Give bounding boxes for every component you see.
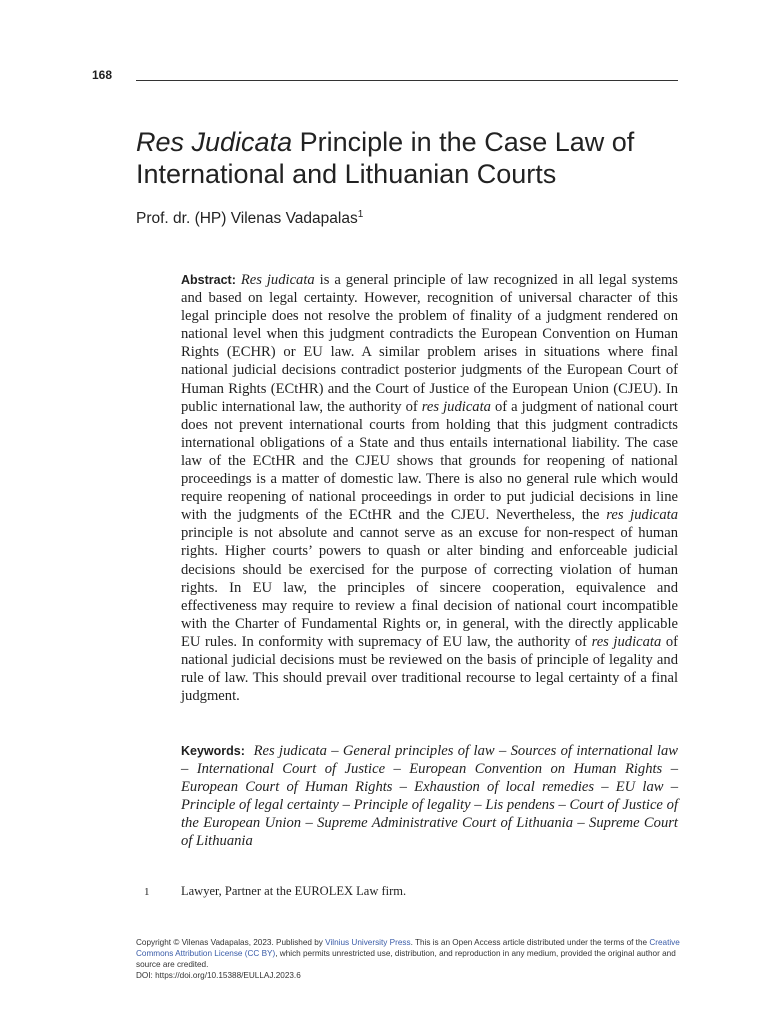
abstract-label: Abstract: <box>181 273 236 287</box>
doi-text: DOI: https://doi.org/10.15388/EULLAJ.2023.6 <box>136 971 301 980</box>
abstract-text: of national judicial decisions must be reviewed on the basis of principle of legality and rule of law. This should prevail over traditional recourse to legal certainty of a final judgment. <box>181 633 678 705</box>
author-name: Prof. dr. (HP) Vilenas Vadapalas <box>136 210 358 227</box>
header-rule <box>136 80 678 81</box>
abstract-italic: Res judicata <box>240 272 315 288</box>
copyright-notice <box>136 937 696 981</box>
title-italic: Res Judicata <box>136 127 293 157</box>
keywords-label: Keywords: <box>181 744 245 758</box>
abstract-italic: res judicata <box>606 507 678 524</box>
abstract-text: principle is not absolute and cannot serve as an excuse for non-respect of human rights. Higher courts’ powers to quash or alter binding and enforceable judicial decisions should be exercised for the purpose of correcting violation of human rights. In EU law, the principles of sincere cooperation, equivalence and effectiveness may require to review a final decision of national court incompatible with the Charter of Fundamental Rights or, in general, with the directly applicable EU rules. In conformity with supremacy of EU law, the authority of <box>181 525 678 650</box>
abstract-italic: res judicata <box>591 633 662 650</box>
abstract-italic: res judicata <box>421 398 491 415</box>
article-title <box>136 126 696 190</box>
author-footnote-ref[interactable]: 1 <box>357 208 364 220</box>
publisher-link[interactable]: Vilnius University Press <box>325 938 411 947</box>
copyright-text: . This is an Open Access article distributed under the terms of the <box>410 938 650 947</box>
copyright-text: , which permits unrestricted use, distribution, and reproduction in any medium, provided the original author and source are credited. <box>136 949 676 969</box>
page-number: 168 <box>92 68 113 82</box>
abstract <box>181 271 678 705</box>
author-line <box>136 210 363 228</box>
footnote-number: 1 <box>144 886 150 898</box>
footnote-text: Lawyer, Partner at the EUROLEX Law firm. <box>181 884 407 898</box>
keywords-text: Res judicata – General principles of law – Sources of international law – International Court of Justice – European Convention on Human Rights – European Court of Human Rights – Exhaustion of local remedies – EU law – Principle of legal certainty – Principle of legality – Lis pendens – Court of Justice of the European Union – Supreme Administrative Court of Lithuania – Supreme Court of Lithuania <box>181 743 678 850</box>
keywords <box>181 742 678 851</box>
copyright-text: Copyright © Vilenas Vadapalas, 2023. Published by <box>136 938 326 947</box>
abstract-text: is a general principle of law recognized in all legal systems and based on legal certainty. However, recognition of universal character of this legal principle does not resolve the problem of finality of a judgment rendered on national level when this judgment contradicts the European Convention on Human Rights (ECHR) or EU law. A similar problem arises in situations where final national judicial decisions contradict posterior judgments of the European Court of Human Rights (ECtHR) and the Court of Justice of the European Union (CJEU). In public international law, the authority of <box>181 272 678 415</box>
title-rest: Principle in the Case Law of International and Lithuanian Courts <box>136 127 635 189</box>
license-link[interactable]: Creative Commons Attribution License (CC BY) <box>136 938 680 958</box>
abstract-text: of a judgment of national court does not prevent international courts from holding that this judgment contradicts international obligations of a State and thus entails international liability. The case law of the ECtHR and the CJEU shows that grounds for reopening of national proceedings is a matter of domestic law. There is also no general rule which would require reopening of national proceedings in order to put judicial decisions in line with the judgments of the ECtHR and the CJEU. Nevertheless, the <box>181 398 678 524</box>
